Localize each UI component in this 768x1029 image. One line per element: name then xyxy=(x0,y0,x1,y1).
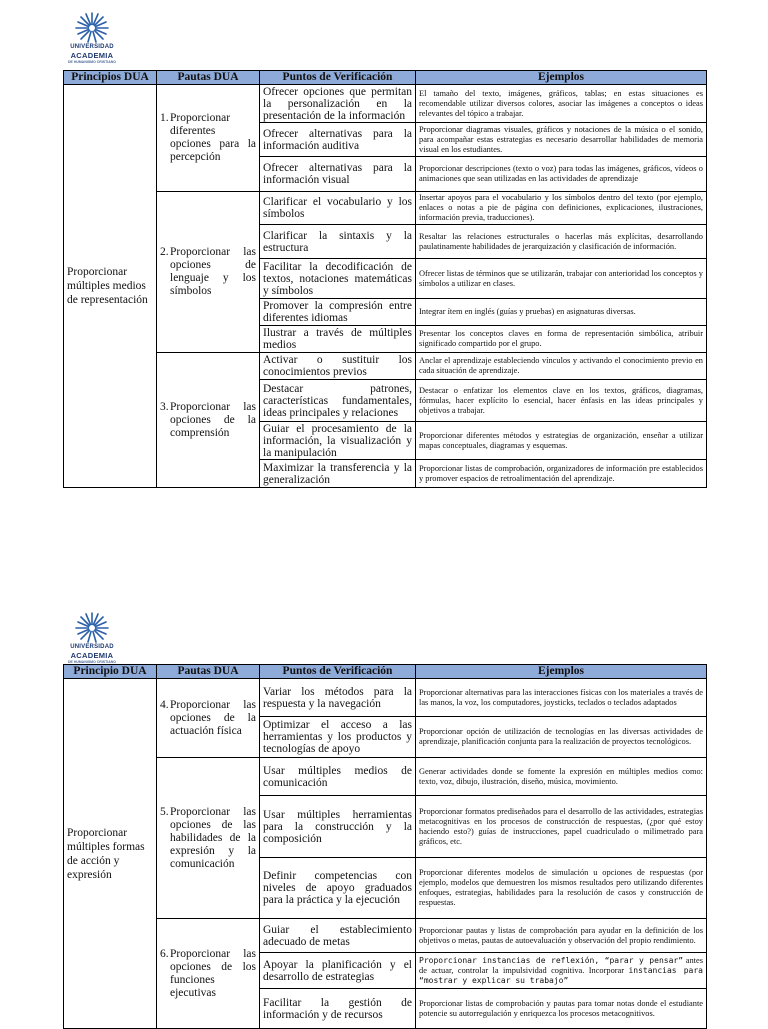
check-cell: Clarificar el vocabulario y los símbolos xyxy=(260,192,416,225)
example-cell: Resaltar las relaciones estructurales o hacerlas más explícitas, desarrollando paulatinamente habilidades de jerarquización y clasificación de información. xyxy=(416,225,707,259)
logo-line-1: UNIVERSIDAD xyxy=(70,44,114,50)
example-cell: Proporcionar alternativas para las interacciones físicas con los materiales a través de las manos, la voz, los computadores, joysticks, teclados o teclados adaptados xyxy=(416,679,707,717)
dua-table-representation xyxy=(63,70,707,488)
example-cell: Proporcionar listas de comprobación, organizadores de información pre establecidos y promover espacios de retroalimentación del aprendizaje. xyxy=(416,460,707,488)
handwritten-text: instancias para “mostrar y explicar su trabajo” xyxy=(419,965,703,985)
logo-line-3: DE HUMANISMO CRISTIANO xyxy=(67,60,117,64)
example-cell xyxy=(416,953,707,989)
pauta-text: Proporcionar las opciones de la comprensión xyxy=(170,400,256,439)
example-cell: Proporcionar descripciones (texto o voz) para todas las imágenes, gráficos, vídeos o animaciones que sean utilizadas en las actividades de aprendizaje xyxy=(416,157,707,192)
pauta-cell xyxy=(157,353,260,488)
example-cell: Proporcionar opción de utilización de tecnologías en las diversas actividades de aprendizaje, planificación conjunta para la realización de proyectos tecnológicos. xyxy=(416,717,707,758)
check-cell: Variar los métodos para la respuesta y la navegación xyxy=(260,679,416,717)
check-cell: Ofrecer opciones que permitan la personalización en la presentación de la información xyxy=(260,85,416,123)
check-cell: Clarificar la sintaxis y la estructura xyxy=(260,225,416,259)
check-cell: Destacar patrones, características fundamentales, ideas principales y relaciones xyxy=(260,380,416,422)
pauta-cell xyxy=(157,679,260,758)
pauta-number: 5. xyxy=(160,805,169,818)
check-cell: Ilustrar a través de múltiples medios xyxy=(260,326,416,353)
example-cell: Destacar o enfatizar los elementos clave en los textos, gráficos, diagramas, fórmulas, hacer explícito lo esencial, hacer énfasis en las ideas principales y objetivos a trabajar. xyxy=(416,380,707,422)
pauta-cell xyxy=(157,758,260,919)
example-cell: Anclar el aprendizaje estableciendo vínculos y activando el conocimiento previo en cada situación de aprendizaje. xyxy=(416,353,707,380)
table-row xyxy=(64,85,707,123)
header-puntos: Puntos de Verificación xyxy=(260,665,416,679)
header-ejemplos: Ejemplos xyxy=(416,71,707,85)
example-cell: El tamaño del texto, imágenes, gráficos, tablas; en estas situaciones es recomendable utilizar diversos colores, asociar las imágenes a conceptos o ideas relevantes del tópico a trabajar. xyxy=(416,85,707,123)
pauta-number: 2. xyxy=(160,246,169,258)
example-cell: Proporcionar pautas y listas de comprobación para ayudar en la definición de los objetivos o metas, pautas de autoevaluación y observación del propio rendimiento. xyxy=(416,919,707,953)
example-cell: Insertar apoyos para el vocabulario y los símbolos dentro del texto (por ejemplo, enlaces o notas a pie de página con definiciones, explicaciones, ilustraciones, información previa, traducciones). xyxy=(416,192,707,225)
example-cell: Presentar los conceptos claves en forma de representación simbólica, atribuir significado compartido por el grupo. xyxy=(416,326,707,353)
pauta-number: 1. xyxy=(160,112,169,124)
pauta-cell xyxy=(157,919,260,1029)
check-cell: Promover la compresión entre diferentes idiomas xyxy=(260,299,416,326)
check-cell: Ofrecer alternativas para la información visual xyxy=(260,157,416,192)
example-cell: Proporcionar formatos prediseñados para el desarrollo de las actividades, estrategias metacognitivas en los procesos de construcción de respuestas, (¿por qué estoy haciendo esto?) guías de instrucciones, papel cuadriculado o milimetrado para gráficos, etc. xyxy=(416,796,707,858)
header-ejemplos: Ejemplos xyxy=(416,665,707,679)
check-cell: Apoyar la planificación y el desarrollo de estrategias xyxy=(260,953,416,989)
logo-line-2: ACADEMIA xyxy=(70,51,114,60)
pauta-number: 4. xyxy=(160,698,169,711)
example-cell: Proporcionar diferentes modelos de simulación u opciones de respuestas (por ejemplo, modelos que demuestren los mismos resultados pero utilizando diferentes enfoques, estrategias, habilidades para la resolución de casos y construcción de respuestas. xyxy=(416,858,707,919)
pauta-text: Proporcionar las opciones de la actuación física xyxy=(170,698,256,737)
example-text: antes de actuar, controlar la impulsividad cognitiva. Incorporar xyxy=(419,955,703,975)
pauta-text: Proporcionar las opciones de lenguaje y los símbolos xyxy=(170,246,256,297)
example-cell: Proporcionar diferentes métodos y estrategias de organización, enseñar a utilizar mapas conceptuales, diagramas y esquemas. xyxy=(416,422,707,460)
sunburst-logo-icon xyxy=(66,612,118,644)
check-cell: Guiar el establecimiento adecuado de metas xyxy=(260,919,416,953)
header-puntos: Puntos de Verificación xyxy=(260,71,416,85)
header-pautas: Pautas DUA xyxy=(157,665,260,679)
example-cell: Integrar ítem en inglés (guías y pruebas) en asignaturas diversas. xyxy=(416,299,707,326)
check-cell: Usar múltiples herramientas para la construcción y la composición xyxy=(260,796,416,858)
check-cell: Guiar el procesamiento de la información, la visualización y la manipulación xyxy=(260,422,416,460)
table-header-row xyxy=(64,665,707,679)
principio-cell: Proporcionar múltiples formas de acción y expresión xyxy=(64,679,157,1029)
example-cell: Generar actividades donde se fomente la expresión en múltiples medios como: texto, voz, dibujo, ilustración, diseño, música, movimiento. xyxy=(416,758,707,796)
pauta-text: Proporcionar las opciones de los funciones ejecutivas xyxy=(170,947,256,999)
header-principios: Principios DUA xyxy=(64,71,157,85)
logo-line-1: UNIVERSIDAD xyxy=(70,644,114,650)
example-cell: Ofrecer listas de términos que se utilizarán, trabajar con anterioridad los conceptos y símbolos a utilizar en clases. xyxy=(416,259,707,299)
handwritten-text: Proporcionar instancias de reflexión, “parar y pensar” xyxy=(419,955,684,965)
check-cell: Facilitar la decodificación de textos, notaciones matemáticas y símbolos xyxy=(260,259,416,299)
header-pautas: Pautas DUA xyxy=(157,71,260,85)
pauta-cell xyxy=(157,85,260,192)
document-page-2 xyxy=(0,600,768,1024)
check-cell: Definir competencias con niveles de apoyo graduados para la práctica y la ejecución xyxy=(260,858,416,919)
university-logo xyxy=(66,12,118,64)
check-cell: Facilitar la gestión de información y de recursos xyxy=(260,989,416,1029)
table-row xyxy=(64,679,707,717)
pauta-text: Proporcionar las opciones de las habilidades de la expresión y la comunicación xyxy=(170,805,256,870)
check-cell: Activar o sustituir los conocimientos previos xyxy=(260,353,416,380)
check-cell: Maximizar la transferencia y la generalización xyxy=(260,460,416,488)
check-cell: Optimizar el acceso a las herramientas y los productos y tecnologías de apoyo xyxy=(260,717,416,758)
pauta-cell xyxy=(157,192,260,353)
table-row xyxy=(64,758,707,796)
university-logo xyxy=(66,612,118,664)
check-cell: Ofrecer alternativas para la información auditiva xyxy=(260,123,416,157)
dua-table-action-expression xyxy=(63,664,707,1029)
sunburst-logo-icon xyxy=(66,12,118,44)
example-cell: Proporcionar listas de comprobación y pautas para tomar notas donde el estudiante potencie su autorregulación y enriquezca los procesos metacognitivos. xyxy=(416,989,707,1029)
logo-line-3: DE HUMANISMO CRISTIANO xyxy=(67,660,117,664)
table-row xyxy=(64,192,707,225)
example-cell: Proporcionar diagramas visuales, gráficos y notaciones de la música o el sonido, para acompañar estas estrategias es necesario desarrollar habilidades de memoria visual en los estudiantes. xyxy=(416,123,707,157)
table-header-row xyxy=(64,71,707,85)
principio-cell: Proporcionar múltiples medios de representación xyxy=(64,85,157,488)
check-cell: Usar múltiples medios de comunicación xyxy=(260,758,416,796)
pauta-number: 3. xyxy=(160,400,169,413)
header-principio: Principio DUA xyxy=(64,665,157,679)
pauta-text: Proporcionar diferentes opciones para la percepción xyxy=(170,112,256,163)
table-row xyxy=(64,353,707,380)
pauta-number: 6. xyxy=(160,947,169,960)
table-row xyxy=(64,919,707,953)
logo-line-2: ACADEMIA xyxy=(70,651,114,660)
